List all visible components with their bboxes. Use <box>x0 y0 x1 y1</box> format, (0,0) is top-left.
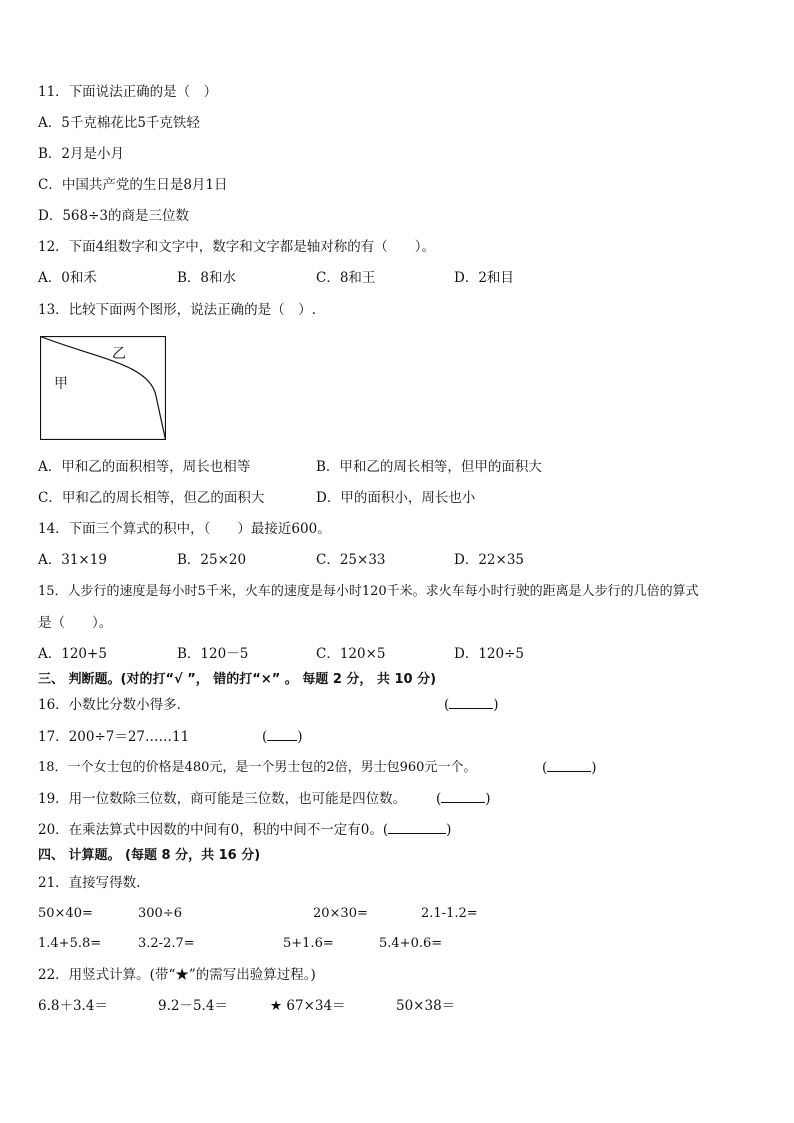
q14-option-d: D．22×35 <box>454 552 524 568</box>
q13-option-b: B．甲和乙的周长相等，但甲的面积大 <box>316 459 542 475</box>
q19-answer <box>436 790 491 808</box>
q21-item: 20×30= <box>313 906 368 921</box>
q20-text: 20．在乘法算式中因数的中间有0，积的中间不一定有0。( <box>38 822 389 838</box>
q18-paren-open: ( <box>542 760 548 776</box>
q17-paren-close: ) <box>297 729 303 745</box>
q19-text: 19．用一位数除三位数，商可能是三位数，也可能是四位数。 <box>38 791 407 807</box>
q21-item: 50×40= <box>38 906 93 921</box>
q18-answer <box>542 759 597 777</box>
q11-option-d: D．568÷3的商是三位数 <box>38 208 189 224</box>
q13-option-d: D．甲的面积小，周长也小 <box>316 490 476 506</box>
q11-option-c: C．中国共产党的生日是8月1日 <box>38 177 228 193</box>
q22-item: 6.8＋3.4＝ <box>38 998 108 1014</box>
q21-item: 300÷6 <box>138 906 182 921</box>
q16-text: 16．小数比分数小得多． <box>38 697 191 713</box>
q17-answer-blank[interactable] <box>267 728 297 741</box>
q14-option-b: B．25×20 <box>177 552 247 568</box>
q22-item: 9.2－5.4＝ <box>158 998 228 1014</box>
q12-option-a: A．0和禾 <box>38 270 97 286</box>
q17-answer <box>262 728 303 746</box>
q12-stem: 12．下面4组数字和文字中，数字和文字都是轴对称的有（ ）。 <box>38 239 436 255</box>
q13-stem: 13．比较下面两个图形，说法正确的是（ ）. <box>38 302 316 318</box>
section-4-title: 四、 计算题。 (每题 8 分，共 16 分) <box>38 848 261 863</box>
q13-option-c: C．甲和乙的周长相等，但乙的面积大 <box>38 490 265 506</box>
q18-paren-close: ) <box>591 760 597 776</box>
q18-answer-blank[interactable] <box>547 759 591 772</box>
q20-paren-close: ) <box>446 822 452 838</box>
q21-item: 5.4+0.6= <box>379 936 443 951</box>
q15-option-a: A．120+5 <box>38 646 107 662</box>
q22-stem: 22．用竖式计算。(带“★”的需写出验算过程。) <box>38 967 316 983</box>
q20-line <box>38 821 451 839</box>
q11-stem: 11．下面说法正确的是（ ） <box>38 84 218 100</box>
q17-paren-open: ( <box>262 729 268 745</box>
q20-answer-blank[interactable] <box>388 821 446 834</box>
q15-stem-line1: 15．人步行的速度是每小时5千米，火车的速度是每小时120千米。求火车每小时行驶的距离是人步行的几倍的算式 <box>38 584 699 599</box>
q16-paren-open: ( <box>444 697 450 713</box>
section-3-title: 三、 判断题。(对的打“√ ”， 错的打“×” 。 每题 2 分， 共 10 分) <box>38 672 437 687</box>
q14-option-a: A．31×19 <box>38 552 107 568</box>
q19-paren-open: ( <box>436 791 442 807</box>
q15-option-d: D．120÷5 <box>454 646 524 662</box>
q19-paren-close: ) <box>485 791 491 807</box>
q15-option-b: B．120－5 <box>177 646 249 662</box>
q12-option-d: D．2和目 <box>454 270 514 286</box>
q15-stem-line2: 是（ ）。 <box>38 615 113 631</box>
q17-text: 17．200÷7＝27……11 <box>38 729 190 745</box>
q18-text: 18．一个女士包的价格是480元，是一个男士包的2倍，男士包960元一个。 <box>38 760 477 775</box>
q21-item: 5+1.6= <box>283 936 334 951</box>
q13-figure <box>40 336 166 440</box>
q21-item: 1.4+5.8= <box>38 936 102 951</box>
q11-option-a: A．5千克棉花比5千克铁轻 <box>38 115 200 131</box>
q21-item: 2.1-1.2= <box>421 906 478 921</box>
q13-option-a: A．甲和乙的面积相等，周长也相等 <box>38 459 251 475</box>
q16-answer-blank[interactable] <box>449 696 493 709</box>
q21-stem: 21．直接写得数. <box>38 875 141 891</box>
q15-option-c: C．120×5 <box>316 646 386 662</box>
q22-item: ★ 67×34＝ <box>270 998 346 1014</box>
q11-option-b: B．2月是小月 <box>38 146 125 162</box>
q16-paren-close: ) <box>493 697 499 713</box>
q16-answer <box>444 696 499 714</box>
q22-item: 50×38＝ <box>396 998 456 1014</box>
figure-label-yi: 乙 <box>112 346 126 362</box>
q14-option-c: C．25×33 <box>316 552 386 568</box>
figure-label-jia: 甲 <box>54 376 68 392</box>
q14-stem: 14．下面三个算式的积中，（ ）最接近600。 <box>38 521 331 537</box>
q12-option-b: B．8和水 <box>177 270 237 286</box>
q21-item: 3.2-2.7= <box>138 936 195 951</box>
q19-answer-blank[interactable] <box>441 790 485 803</box>
q12-option-c: C．8和王 <box>316 270 376 286</box>
